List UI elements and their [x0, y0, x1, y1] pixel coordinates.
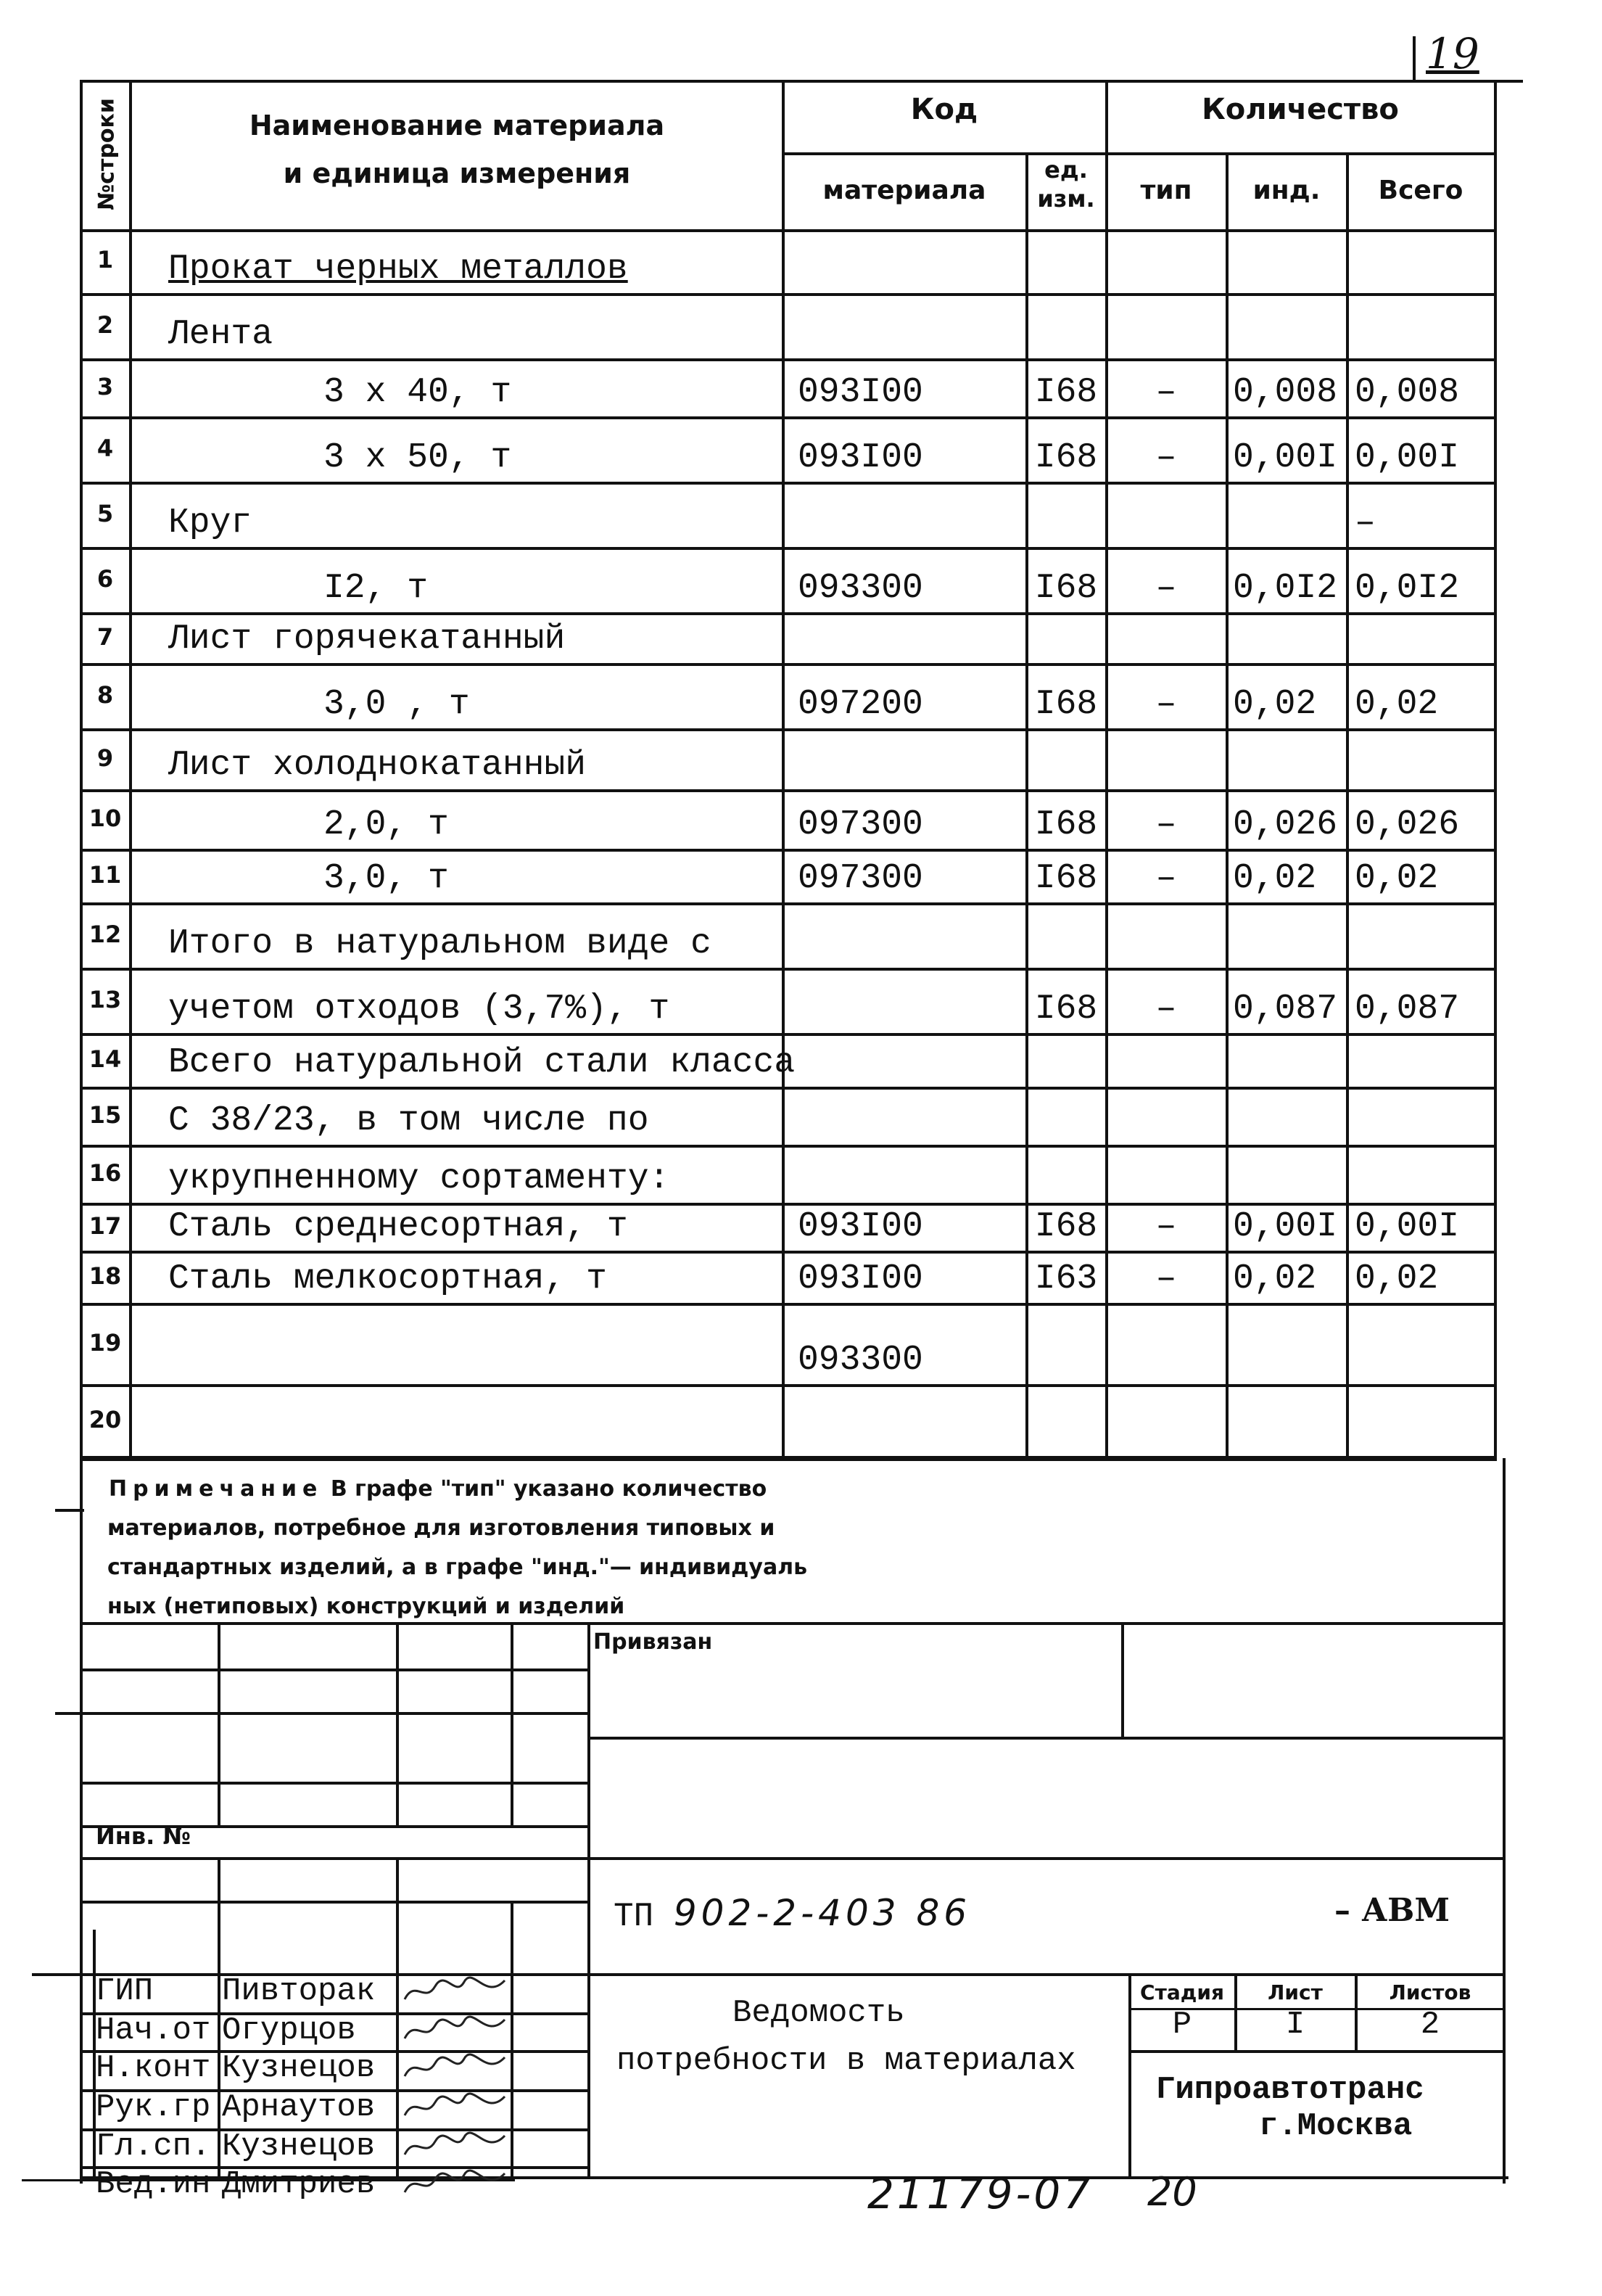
qty-total-header: Всего — [1378, 176, 1463, 205]
qty-ind: 0,02 — [1233, 685, 1317, 724]
sheet-label: Лист — [1268, 1980, 1323, 2004]
unit-code: I68 — [1034, 989, 1098, 1029]
material-name: Прокат черных металлов — [168, 250, 628, 289]
qty-type: – — [1155, 805, 1177, 844]
qty-total: 0,02 — [1355, 859, 1439, 898]
row-number-header: №строки — [94, 98, 120, 210]
row-number: 2 — [96, 311, 114, 339]
row-number: 17 — [88, 1212, 122, 1240]
material-name: 3 х 50, т — [323, 438, 512, 477]
page-number: 20 — [1147, 2169, 1197, 2215]
note-lead: Примечание — [109, 1476, 323, 1502]
unit-code: I68 — [1034, 438, 1098, 477]
row-number: 11 — [88, 861, 122, 889]
signature-scribble — [400, 1972, 509, 2009]
qty-type: – — [1155, 438, 1177, 477]
material-name: 2,0, т — [323, 805, 449, 844]
qty-ind: 0,00I — [1233, 1207, 1338, 1246]
row-number: 5 — [96, 500, 114, 527]
material-name: Лист холоднокатанный — [168, 746, 587, 785]
qty-ind: 0,0I2 — [1233, 569, 1338, 608]
qty-total: 0,087 — [1355, 989, 1460, 1029]
qty-type: – — [1155, 373, 1177, 412]
material-name: 3 х 40, т — [323, 373, 512, 412]
corner-tick — [1413, 36, 1416, 80]
inv-no-label: Инв. № — [96, 1822, 191, 1850]
unit-code: I68 — [1034, 805, 1098, 844]
qty-ind: 0,008 — [1233, 373, 1338, 412]
signer-name: Арнаутов — [222, 2089, 376, 2126]
sheets-label: Листов — [1389, 1980, 1471, 2004]
row-number: 16 — [88, 1159, 122, 1187]
material-name: 3,0, т — [323, 859, 449, 898]
signer-role: Нач.от — [96, 2012, 211, 2049]
row-number: 13 — [88, 986, 122, 1013]
signer-name: Кузнецов — [222, 2128, 376, 2165]
qty-total: 0,02 — [1355, 685, 1439, 724]
code-group-header: Код — [910, 93, 978, 126]
qty-ind: 0,02 — [1233, 859, 1317, 898]
qty-ind-header: инд. — [1252, 176, 1321, 205]
signer-role: Рук.гр — [96, 2089, 211, 2126]
material-code: 093I00 — [798, 1259, 923, 1299]
signature-scribble — [400, 2127, 509, 2165]
inventory-number: 21179-07 — [867, 2169, 1094, 2218]
unit-code: I68 — [1034, 373, 1098, 412]
note-line-4: ных (нетиповых) конструкций и изделий — [107, 1594, 625, 1619]
qty-total: 0,0I2 — [1355, 569, 1460, 608]
material-name: Лист горячекатанный — [168, 620, 566, 659]
row-number: 9 — [96, 744, 114, 772]
stage-value: Р — [1172, 2007, 1192, 2043]
material-name: Всего натуральной стали класса — [168, 1043, 796, 1082]
material-code: 093300 — [798, 569, 923, 608]
note-line-3: стандартных изделий, а в графе "инд."— индивидуаль — [107, 1555, 808, 1580]
doc-code-number: 902-2-403 86 — [673, 1892, 972, 1934]
signer-role: Н.конт — [96, 2050, 211, 2086]
qty-total: 0,00I — [1355, 1207, 1460, 1246]
material-name: Сталь среднесортная, т — [168, 1207, 628, 1246]
material-code: 093300 — [798, 1341, 923, 1380]
quantity-group-header: Количество — [1202, 93, 1399, 126]
note-line-2: материалов, потребное для изготовления типовых и — [107, 1515, 775, 1541]
org-line-2: г.Москва — [1259, 2108, 1413, 2144]
unit-code: I68 — [1034, 1207, 1098, 1246]
signer-role: Вед.ин — [96, 2166, 211, 2202]
qty-type: – — [1155, 859, 1177, 898]
material-name: Сталь мелкосортная, т — [168, 1259, 607, 1299]
qty-ind: 0,026 — [1233, 805, 1338, 844]
row-number: 14 — [88, 1045, 122, 1073]
unit-code: I68 — [1034, 569, 1098, 608]
material-code: 097200 — [798, 685, 923, 724]
stage-label: Стадия — [1140, 1980, 1224, 2004]
unit-code: I63 — [1034, 1259, 1098, 1299]
sheets-value: 2 — [1420, 2007, 1440, 2043]
qty-ind: 0,02 — [1233, 1259, 1317, 1299]
doc-suffix: – АВМ — [1334, 1892, 1450, 1929]
signer-name: Огурцов — [222, 2012, 356, 2049]
material-code: 097300 — [798, 805, 923, 844]
qty-total: 0,02 — [1355, 1259, 1439, 1299]
privyazan-label: Привязан — [593, 1629, 713, 1655]
qty-type: – — [1155, 989, 1177, 1029]
row-number: 19 — [88, 1329, 122, 1357]
material-name: Лента — [168, 315, 273, 354]
doc-code-prefix: ТП — [614, 1898, 674, 1935]
qty-type: – — [1155, 569, 1177, 608]
signature-scribble — [400, 2088, 509, 2126]
row-number: 12 — [88, 921, 122, 948]
row-number: 4 — [96, 435, 114, 462]
org-line-1: Гипроавтотранс — [1156, 2072, 1424, 2108]
row-number: 18 — [88, 1262, 122, 1290]
signature-scribble — [400, 2011, 509, 2049]
row-number: 7 — [96, 623, 114, 651]
row-number: 3 — [96, 373, 114, 400]
material-name: 3,0 , т — [323, 685, 470, 724]
row-number: 6 — [96, 565, 114, 593]
material-code: 093I00 — [798, 438, 923, 477]
qty-total: 0,026 — [1355, 805, 1460, 844]
qty-type: – — [1155, 1207, 1177, 1246]
qty-ind: 0,087 — [1233, 989, 1338, 1029]
material-name: учетом отходов (3,7%), т — [168, 989, 670, 1029]
signer-name: Дмитриев — [222, 2166, 376, 2202]
qty-type: – — [1155, 685, 1177, 724]
note-block — [109, 1470, 1487, 1626]
name-column-header: Наименование материала и единица измерения — [249, 110, 665, 189]
unit-code: I68 — [1034, 685, 1098, 724]
qty-total: – — [1355, 503, 1376, 543]
sheet-value: I — [1285, 2007, 1305, 2043]
material-code: 093I00 — [798, 1207, 923, 1246]
row-number: 1 — [96, 246, 114, 273]
qty-total: 0,008 — [1355, 373, 1460, 412]
signer-role: Гл.сп. — [96, 2128, 211, 2165]
code-material-header: материала — [822, 176, 986, 205]
material-name: Круг — [168, 503, 252, 543]
row-number: 20 — [88, 1405, 122, 1433]
qty-total: 0,00I — [1355, 438, 1460, 477]
material-name: С 38/23, в том числе по — [168, 1101, 649, 1140]
signer-name: Кузнецов — [222, 2050, 376, 2086]
qty-ind: 0,00I — [1233, 438, 1338, 477]
signature-scribble — [400, 2049, 509, 2086]
doc-code — [614, 1892, 971, 1935]
material-code: 093I00 — [798, 373, 923, 412]
material-code: 097300 — [798, 859, 923, 898]
code-unit-header: ед. изм. — [1037, 156, 1095, 213]
unit-code: I68 — [1034, 859, 1098, 898]
signature-scribble — [400, 2165, 509, 2202]
qty-type-header: тип — [1140, 176, 1192, 205]
title-line-1: Ведомость — [732, 1995, 905, 2031]
signer-name: Пивторак — [222, 1973, 376, 2009]
qty-type: – — [1155, 1259, 1177, 1299]
note-line-1: В графе "тип" указано количество — [323, 1476, 767, 1502]
corner-mark: 19 — [1426, 29, 1479, 78]
material-name: I2, т — [323, 569, 429, 608]
row-number: 10 — [88, 805, 122, 832]
row-number: 8 — [96, 681, 114, 709]
signer-role: ГИП — [96, 1973, 154, 2009]
material-name: укрупненному сортаменту: — [168, 1159, 670, 1198]
material-name: Итого в натуральном виде с — [168, 924, 711, 963]
row-number: 15 — [88, 1101, 122, 1129]
title-line-2: потребности в материалах — [616, 2043, 1076, 2079]
